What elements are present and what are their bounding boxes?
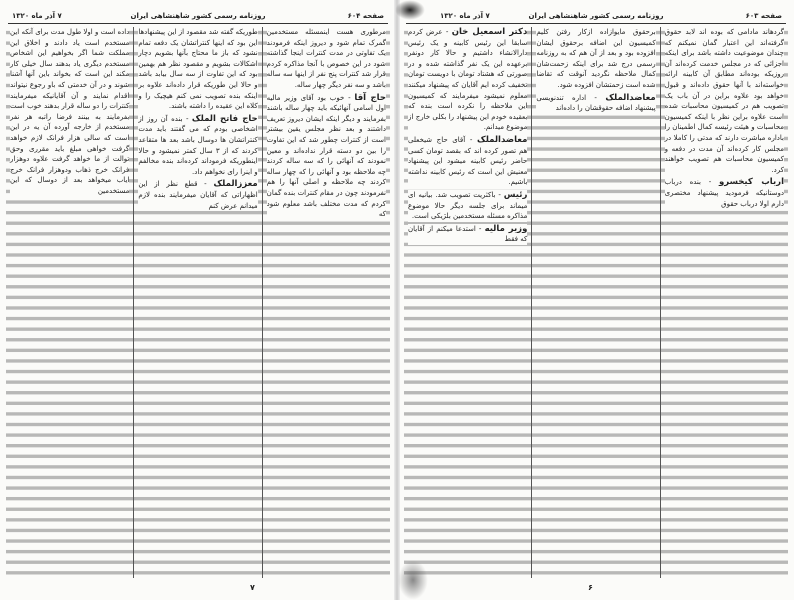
issue-date: ۷ آذر ماه ۱۳۲۰ [12,12,62,20]
newspaper-title: روزنامه رسمی کشور شاهنشاهی ایران [130,12,266,20]
paragraph [408,190,527,222]
text-column [6,27,133,578]
page-label: صفحه ۶۰۳ [745,12,782,20]
speaker-name: معززالملک [213,179,258,190]
paragraph [138,179,257,211]
speaker-name: وزیر مالیه [484,223,528,234]
text-column [660,27,788,578]
speaker-name: دکتر اسمعیل خان [451,27,528,37]
right-page [398,0,794,600]
paragraph-text: - قطع نظر از این اظهاراتی که آقایان میفرمایند بنده لازم میدانم عرض کنم [138,180,258,210]
paragraph [665,27,784,175]
paragraph-text: - باکثریت تصویب شد. بیانیه ای میماند برای جلسه دیگر حالا موضوع مذاکره مسئله مستخدمین بلژیکی است. [408,190,528,221]
speaker-name: حاج فاتح الملک [191,113,258,124]
columns [404,27,788,578]
speaker-name: معاضدالملک [476,134,528,145]
paragraph [536,93,655,114]
paragraph-text: طوریکه گفته شد مقصود از این پیشنهادها این بود که اینها کنتراتشان یک دفعه تمام نشود که باز ما محتاج بآنها بشویم دچار اشکالات بشویم و مقصود نظر هم بهمین بود که این تفاوت از سه سال بیابد باشد و حالا این طوریکه قرار داده‌اند علاوه بر اینکه بنده تصویب نمی کنم هیچیک را و کلاه این عقیده را داشته باشند. [138,28,258,111]
text-column [262,27,390,578]
page-header [406,9,786,24]
speaker-name: حاج آقا [354,92,386,103]
issue-date: ۷ آذر ماه ۱۳۲۰ [440,12,490,20]
speaker-name: رئیس [503,189,528,200]
newspaper-title: روزنامه رسمی کشور شاهنشاهی ایران [528,12,664,20]
left-page [0,0,396,600]
paragraph-text: - آقای حاج شیخعلی هم تصور کرده اند که بقصد تومان کسی حاضر رئیس کابینه میشود این پیشنهاد معنیش این است که رئیس کابینه نداشته باشیم. [408,135,528,187]
text-column [133,27,261,578]
paragraph [267,93,386,220]
paragraph-text: داده است و اولا طول مدت برای آنکه این مستخدم است یاد دادند و اخلاق این مملکت شما اگر بخواهیم این اشخاص مستخدم دیگری یاد بدهند سال خیلی کار مکند این است که بخواند باین آنها آشنا شوند و در آن خدمتی که باو رجوع نیتواند اقدام نمایند و آن آقایانیکه میفرمایند کنترات را دو ساله قرار بدهند خوب است بفرمایند به بینند فرضا راتبه هر نفر مستخدم از خارجه آورده آن یه در این است که سالی هزار فرانک لازم خواهد گرفت خواهی مبلغ باید مقرری وحق توالت از ما خواهد گرفت علاوه دوهزار فرانک خرج ذهاب ودوهزار فرانک خرج ایاب میخواهد بعد از دوسال که این مستخدمین [10,28,130,195]
paragraph-text: گردهاند مادامی که بوده اند لابد حقوق گرفته‌اند این اعتبار گمان نمیکنم که چندان موضوعیت داشته باشد برای اینکه اجزائی که در مجلس خدمت کرده‌اند آن روزیکه بوده‌اند مطابق آن کابینه ارائه خواسته‌اند با آنها حقوق داده‌اند و قبول خواهد بود علاوه براین در آن باب یک تصویب هم در کمیسیون محاسبات شده است علاوه براین نظر با اینکه کمیسیون محاسبات و هیئت رئیسه کمال اطمینان را باداره مباشرت دارند که مدتی را کاملا در مجلس کار کرده‌اند آن مدت در دفعه و کمیسیون محاسبات هم تصویب خواهند کرد. [664,28,784,174]
text-column [531,27,659,578]
paragraph-text: - بنده آن روز از اشخاصی بودم که می گفتند باید مدت کنتراتشان ها دوسال باشد بعد ها متقاعد کردند که از ۳ سال کمتر نمیشود و حالا اینطوریکه فرموداند کرده‌اند بنده مخالفم و اینرا رای نخواهم داد. [138,114,258,176]
text-column [404,27,531,578]
paragraph [536,27,655,91]
speaker-name: معاضدالملک [605,92,656,103]
paragraph [408,27,527,133]
page-label: صفحه ۶۰۴ [347,12,384,20]
paragraph-text: - عرض کردم سابقا این رئیس کابینه و یک رئیس دارالانشاء داشتیم و حالا کار دونفر برعهده این یک نفر گذاشته شده و در صورتی که هشتاد تومان با دویست تومان تخفیف کرده ایم آقایان که پیشنهاد میکنند معلوم نمیشود میفرمایند که کمیسیون این ملاحظه را نکرده است بنده که بعقیده خودم این پیشنهاد را بکلی خارج از موضوع میدانم. [408,28,528,132]
paragraph-text: - اداره تندنویسی پیشنهاد اضافه حقوقشان را داده‌اند [536,93,656,113]
paragraph [138,114,257,178]
paragraph-text: مرطوری هست اینمسئله مستخدمین گمرک تمام شود و دیروز اینکه فرمودند یک تفاوتی در مدت کنترات اینجا گذاشته شود در این خصوص با آنجا مذاکره کردم قرار شد کنترات پنج نفر از اینها سه ساله باشد و سه نفر دیگر چهار ساله. [266,28,386,89]
paragraph-text: - بنده درباب دوستانیکه فرمودید پیشنهاد مختصری دارم اولا درباب حقوق [664,178,784,208]
columns [6,27,390,578]
paragraph-text: - استدعا میکنم از آقایان که فقط [408,224,528,244]
page-number: ۶ [588,583,593,592]
paragraph [267,27,386,91]
page-header [8,9,388,24]
paragraph [10,27,129,197]
paragraph [408,224,527,245]
paragraph [665,177,784,209]
paragraph-text: - خوب بود آقای وزیر مالیه اول اسامی آنهائیکه باید چهار ساله باشند بفرمایند و دیگر اینکه ایشان دیروز تعریف داشتند و بعد نظر مجلس یقین بیشتر است از کنترات چطور شد که این تفاوت را بین دو دسته قرار نداده‌اند و معین نمودند که آنهائی را که سه ساله کردند چه ملاحظه بود و آنهائی را که چهار ساله کردند چه ملاحظه و اصلی آنها را هم نفرمودند چون در مقام کنترات بنده گمان کردم که مدت مختلف باشد معلوم شود که [266,93,386,219]
speaker-name: ارباب کیخسرو [719,177,784,188]
paragraph [408,135,527,188]
page-number: ۷ [250,583,255,592]
paragraph-text: برحقوق مایوازاده ازکار رفتن کلیم کمیسیون این اضافه برحقوق ایشان افزوده بود و بعد از آن هم که به روزنامه رسمی درج شد برای اینکه زحمت‌شان کمال ملاحظه نگردید آنوقت که تقاضا شده است زحمتشان افزوده شود. [536,28,656,89]
paragraph [138,27,257,112]
